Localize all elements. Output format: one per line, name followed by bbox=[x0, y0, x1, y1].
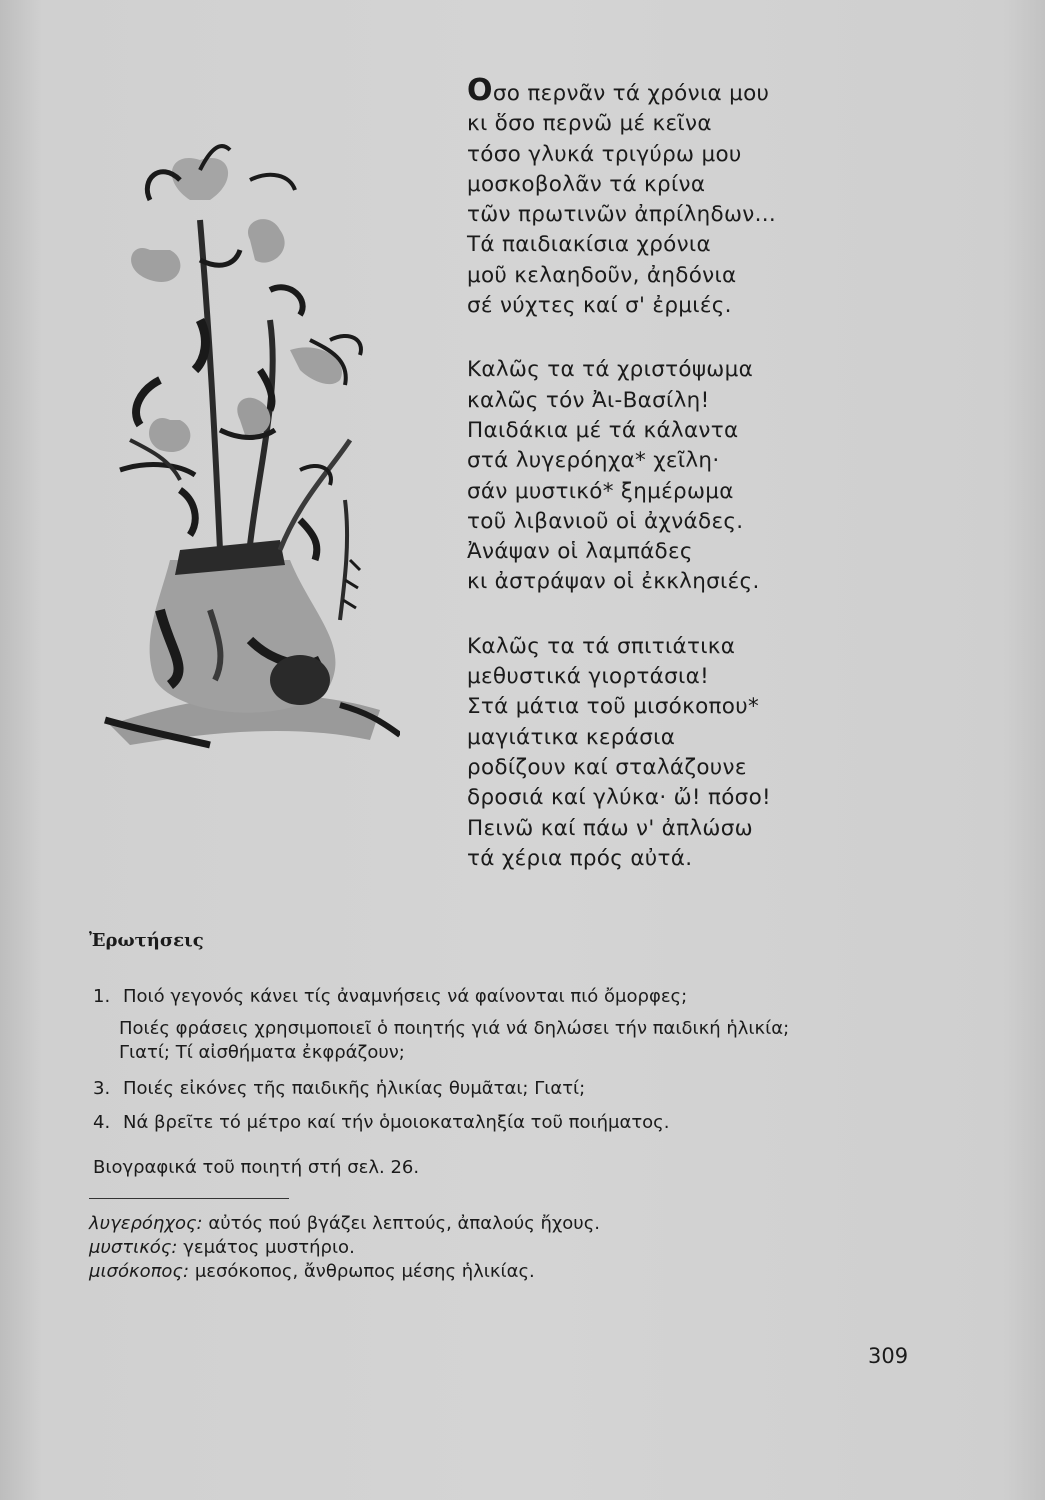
glossary-definition: γεμάτος μυστήριο. bbox=[183, 1237, 355, 1258]
poem-stanza-1 bbox=[467, 73, 1027, 321]
question-item bbox=[89, 1111, 949, 1135]
drop-cap: Ο bbox=[467, 73, 493, 108]
question-text: Ποιές φράσεις χρησιμοποιεῖ ὁ ποιητής γιά νά δηλώσει τήν παιδική ἡλικία; bbox=[119, 1018, 790, 1039]
glossary bbox=[89, 1212, 600, 1284]
question-number: 4. bbox=[93, 1112, 111, 1133]
poem-line: ροδίζουν καί σταλάζουνε bbox=[467, 754, 747, 780]
poem-line: Πεινῶ καί πάω ν' ἀπλώσω bbox=[467, 815, 753, 841]
question-text: Ποιό γεγονός κάνει τίς ἀναμνήσεις νά φαίνονται πιό ὄμορφες; bbox=[123, 986, 688, 1007]
poem-line: Οσο περνᾶν τά χρόνια μου bbox=[467, 73, 770, 108]
glossary-term: λυγερόηχος: bbox=[89, 1213, 203, 1234]
question-item bbox=[89, 1077, 949, 1101]
poem-line: Καλῶς τα τά χριστόψωμα bbox=[467, 357, 754, 383]
glossary-definition: μεσόκοπος, ἄνθρωπος μέσης ἡλικίας. bbox=[194, 1261, 535, 1282]
poem-line: καλῶς τόν Ἀι-Βασίλη! bbox=[467, 387, 710, 413]
poem-line: μοσκοβολᾶν τά κρίνα bbox=[467, 171, 706, 197]
question-text: Νά βρεῖτε τό μέτρο καί τήν ὁμοιοκαταληξία τοῦ ποιήματος. bbox=[123, 1112, 670, 1133]
poem-line: Παιδάκια μέ τά κάλαντα bbox=[467, 417, 739, 443]
poem-line: τόσο γλυκά τριγύρω μου bbox=[467, 141, 742, 167]
poem-line: κι ὅσο περνῶ μέ κεῖνα bbox=[467, 111, 712, 137]
poem-stanza-3 bbox=[467, 632, 1027, 874]
flower-vase-icon bbox=[100, 140, 400, 760]
glossary-entry bbox=[89, 1260, 600, 1284]
bio-note: Βιογραφικά τοῦ ποιητή στή σελ. 26. bbox=[93, 1157, 420, 1178]
poem-line: τοῦ λιβανιοῦ οἱ ἀχνάδες. bbox=[467, 508, 744, 534]
footnote-divider bbox=[89, 1198, 289, 1199]
question-text: Ποιές εἰκόνες τῆς παιδικῆς ἡλικίας θυμᾶται; Γιατί; bbox=[123, 1078, 586, 1099]
poem-line: τά χέρια πρός αὐτά. bbox=[467, 845, 693, 871]
poem-line: κι ἀστράψαν οἱ ἐκκλησιές. bbox=[467, 569, 760, 595]
poem-line: Τά παιδιακίσια χρόνια bbox=[467, 232, 711, 258]
poem-line: δροσιά καί γλύκα· ὤ! πόσο! bbox=[467, 785, 771, 811]
question-text: Γιατί; Τί αἰσθήματα ἐκφράζουν; bbox=[119, 1042, 405, 1063]
glossary-definition: αὐτός πού βγάζει λεπτούς, ἀπαλούς ἤχους. bbox=[208, 1213, 601, 1234]
poem-line: τῶν πρωτινῶν ἀπρίληδων... bbox=[467, 202, 777, 228]
poem-line: Καλῶς τα τά σπιτιάτικα bbox=[467, 633, 736, 659]
questions-section bbox=[89, 930, 949, 1145]
poem-line: μαγιάτικα κεράσια bbox=[467, 724, 676, 750]
question-item bbox=[89, 985, 949, 1009]
poem-line: Στά μάτια τοῦ μισόκοπου* bbox=[467, 694, 760, 720]
poem-line: σέ νύχτες καί σ' ἐρμιές. bbox=[467, 293, 732, 319]
glossary-entry bbox=[89, 1236, 600, 1260]
question-number: 3. bbox=[93, 1078, 111, 1099]
poem bbox=[467, 73, 1027, 908]
glossary-term: μισόκοπος: bbox=[89, 1261, 190, 1282]
poem-line: στά λυγερόηχα* χεῖλη· bbox=[467, 448, 720, 474]
poem-line: σάν μυστικό* ξημέρωμα bbox=[467, 478, 734, 504]
poem-line: Ἀνάψαν οἱ λαμπάδες bbox=[467, 539, 693, 565]
questions-heading: Ἐρωτήσεις bbox=[89, 930, 204, 951]
poem-line: μοῦ κελαηδοῦν, ἀηδόνια bbox=[467, 262, 737, 288]
question-number: 1. bbox=[93, 986, 111, 1007]
glossary-term: μυστικός: bbox=[89, 1237, 178, 1258]
poem-stanza-2 bbox=[467, 355, 1027, 597]
poem-line: μεθυστικά γιορτάσια! bbox=[467, 664, 710, 690]
page-number: 309 bbox=[868, 1344, 909, 1368]
glossary-entry bbox=[89, 1212, 600, 1236]
